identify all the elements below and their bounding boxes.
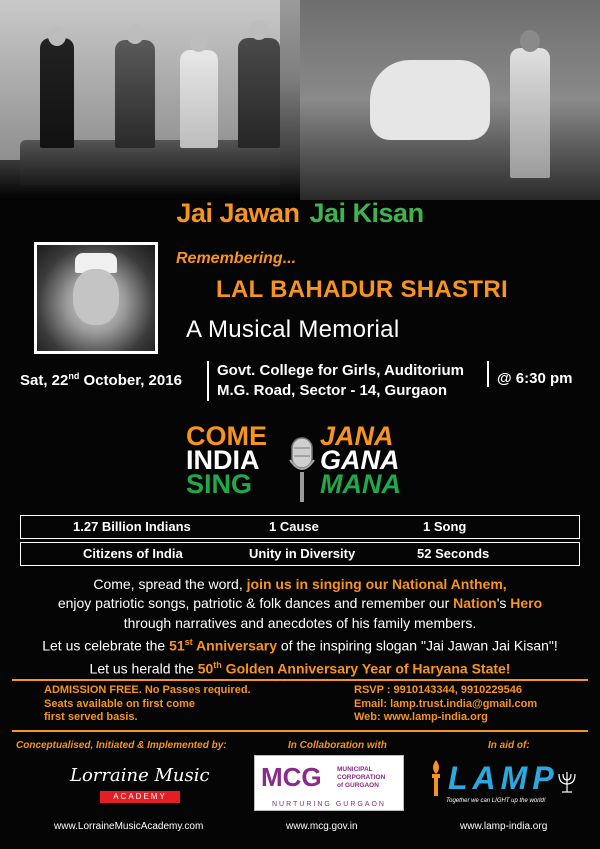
lamp-url[interactable]: www.lamp-india.org xyxy=(460,821,548,832)
band-item: 1 Song xyxy=(423,519,467,534)
band-item: Unity in Diversity xyxy=(249,546,356,561)
event-time: @ 6:30 pm xyxy=(497,370,573,387)
torch-icon xyxy=(428,760,444,796)
credit-aid: In aid of: xyxy=(488,740,530,751)
microphone-icon xyxy=(288,436,316,506)
slogan-title xyxy=(0,198,600,229)
lorraine-music-logo: Lorraine Music ACADEMY xyxy=(70,765,210,801)
mcg-logo: MCG MUNICIPAL CORPORATION of GURGAON NURTURING GURGAON xyxy=(254,755,404,811)
orange-divider xyxy=(12,730,588,732)
slogan-kisan: Jai Kisan xyxy=(309,198,424,228)
band-item: 1.27 Billion Indians xyxy=(73,519,191,534)
mcg-url[interactable]: www.mcg.gov.in xyxy=(286,821,358,832)
portrait-photo xyxy=(34,242,158,354)
event-description: Come, spread the word, join us in singing our National Anthem, enjoy patriotic songs, patriotic & folk dances and remember our Nation's Hero through narratives and anecdotes of his family members. Let us celebrate the 51st Anniversary of the inspiring slogan "Jai Jawan Jai Kisan"! Let us herald the 50th Golden Anniversary Year of Haryana State! xyxy=(42,576,558,677)
rsvp-info: RSVP : 9910143344, 9910229546 Email: lamp.trust.india@gmail.com Web: www.lamp-india.org xyxy=(354,684,538,723)
band-item: 52 Seconds xyxy=(417,546,490,561)
band-item: Citizens of India xyxy=(83,546,183,561)
stats-band xyxy=(20,515,580,539)
orange-divider xyxy=(12,679,588,681)
header-photo xyxy=(0,0,600,200)
admission-info: ADMISSION FREE. No Passes required. Seats available on first come first served basis. xyxy=(44,684,251,723)
event-venue: Govt. College for Girls, Auditorium M.G. Road, Sector - 14, Gurgaon xyxy=(217,362,464,399)
band-item: 1 Cause xyxy=(269,519,319,534)
honoree-name: LAL BAHADUR SHASTRI xyxy=(216,276,508,303)
credit-organiser: Conceptualised, Initiated & Implemented by: xyxy=(16,740,227,751)
remembering-text: Remembering... xyxy=(176,250,297,267)
campaign-logo: COME INDIA SING JANA GANA MANA xyxy=(178,416,418,506)
slogan-jawan: Jai Jawan xyxy=(176,198,300,228)
theme-band xyxy=(20,542,580,566)
menorah-icon xyxy=(556,768,578,794)
lma-url[interactable]: www.LorraineMusicAcademy.com xyxy=(54,821,204,832)
event-subtitle: A Musical Memorial xyxy=(186,316,400,343)
divider-bar xyxy=(207,361,209,401)
lamp-logo: LAMP Together we can LIGHT up the world! xyxy=(428,754,578,812)
event-date: Sat, 22nd October, 2016 xyxy=(20,371,182,389)
credit-collaboration: In Collaboration with xyxy=(288,740,387,751)
ox-image xyxy=(370,60,490,140)
divider-bar xyxy=(487,361,489,387)
